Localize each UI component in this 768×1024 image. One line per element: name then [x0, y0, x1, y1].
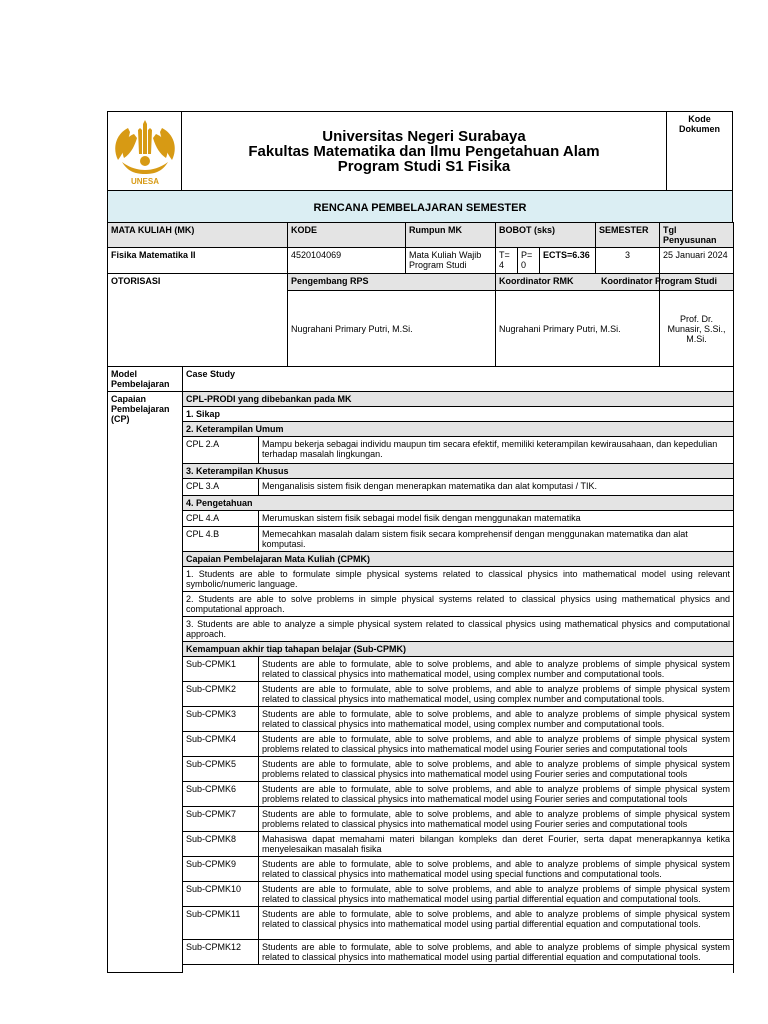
- pengetahuan-header: 4. Pengetahuan: [183, 496, 734, 511]
- subcpmk-text: Students are able to formulate, able to solve problems, and able to analyze problems of simple physical system related to classical physics into mathematical model using partial differential equation and computational tools.: [259, 940, 734, 965]
- subcpmk-text: Students are able to formulate, able to solve problems, and able to analyze problems of simple physical system related to classical physics into mathematical model using special functions and computational tools.: [259, 857, 734, 882]
- subcpmk-code: Sub-CPMK8: [183, 832, 259, 857]
- subcpmk-text: Students are able to formulate, able to solve problems, and able to analyze problems of simple physical system problems related to classical physics into mathematical model using Fourier series and computational tools: [259, 732, 734, 757]
- cpmk-item: 1. Students are able to formulate simple physical systems related to classical physics into mathematical model using relevant symbolic/numeric language.: [183, 567, 734, 592]
- cpl-text: Menganalisis sistem fisik dengan menerapkan matematika dan alat komputasi / TIK.: [259, 479, 734, 496]
- subcpmk-code: Sub-CPMK1: [183, 657, 259, 682]
- cpmk-item: 3. Students are able to analyze a simple physical system related to classical physics using mathematical physics and computational approach.: [183, 617, 734, 642]
- tgl-header: Tgl Penyusunan: [660, 223, 734, 248]
- header-table: [107, 111, 733, 226]
- program-name: Program Studi S1 Fisika: [337, 157, 511, 175]
- model-value: Case Study: [183, 367, 734, 392]
- bobot-header: BOBOT (sks): [496, 223, 596, 248]
- subcpmk-text: Students are able to formulate, able to solve problems, and able to analyze problems of simple physical system problems related to classical physics into mathematical model using Fourier series and computational tools: [259, 757, 734, 782]
- subcpmk-text: Students are able to formulate, able to solve problems, and able to analyze problems of simple physical system problems related to classical physics into mathematical model using Fourier series and computational tools: [259, 782, 734, 807]
- subcpmk-text: Students are able to formulate, able to solve problems, and able to analyze problems of simple physical system related to classical physics into mathematical model, using complex number and computational tools.: [259, 657, 734, 682]
- kode-value: 4520104069: [288, 248, 406, 274]
- semester-value: 3: [596, 248, 660, 274]
- koordinator-prodi-label-text: Koordinator Program Studi: [601, 276, 718, 286]
- logo-text: UNESA: [130, 177, 160, 186]
- trailing-row: [183, 965, 734, 973]
- faculty-name: Fakultas Matematika dan Ilmu Pengetahuan Alam: [248, 142, 600, 160]
- subcpmk-text: Students are able to formulate, able to solve problems, and able to analyze problems of simple physical system related to classical physics into mathematical model using partial differential equation and computational tools.: [259, 907, 734, 940]
- doc-code-label: Kode Dokumen: [667, 112, 733, 191]
- rumpun-header: Rumpun MK: [406, 223, 496, 248]
- logo-cell: [108, 112, 182, 191]
- rps-title: RENCANA PEMBELAJARAN SEMESTER: [108, 191, 733, 226]
- cpl-code: CPL 4.B: [183, 527, 259, 552]
- t-value: T=4: [496, 248, 518, 274]
- pengembang-value: Nugrahani Primary Putri, M.Si.: [288, 291, 496, 367]
- cpmk-header: Capaian Pembelajaran Mata Kuliah (CPMK): [183, 552, 734, 567]
- mk-value: Fisika Matematika II: [108, 248, 288, 274]
- cpl-code: CPL 3.A: [183, 479, 259, 496]
- koordinator-rmk-value: Nugrahani Primary Putri, M.Si.: [496, 291, 660, 367]
- pengembang-label: Pengembang RPS: [288, 274, 496, 291]
- kode-header: KODE: [288, 223, 406, 248]
- mk-header: MATA KULIAH (MK): [108, 223, 288, 248]
- semester-header: SEMESTER: [596, 223, 660, 248]
- subcpmk-code: Sub-CPMK11: [183, 907, 259, 940]
- subcpmk-code: Sub-CPMK12: [183, 940, 259, 965]
- subcpmk-text: Students are able to formulate, able to solve problems, and able to analyze problems of simple physical system problems related to classical physics into mathematical model using Fourier series and computational tools: [259, 807, 734, 832]
- koordinator-prodi-value: Prof. Dr. Munasir, S.Si., M.Si.: [660, 291, 734, 367]
- main-table: [107, 222, 734, 973]
- subcpmk-code: Sub-CPMK7: [183, 807, 259, 832]
- subcpmk-header: Kemampuan akhir tiap tahapan belajar (Sub-CPMK): [183, 642, 734, 657]
- rumpun-value: Mata Kuliah Wajib Program Studi: [406, 248, 496, 274]
- cpl-code: CPL 4.A: [183, 511, 259, 527]
- subcpmk-code: Sub-CPMK6: [183, 782, 259, 807]
- subcpmk-code: Sub-CPMK10: [183, 882, 259, 907]
- koordinator-prodi-label: [601, 274, 734, 291]
- subcpmk-code: Sub-CPMK9: [183, 857, 259, 882]
- cpl-text: Merumuskan sistem fisik sebagai model fisik dengan menggunakan matematika: [259, 511, 734, 527]
- model-label: Model Pembelajaran: [108, 367, 183, 392]
- p-value: P=0: [518, 248, 540, 274]
- subcpmk-code: Sub-CPMK4: [183, 732, 259, 757]
- subcpmk-text: Students are able to formulate, able to solve problems, and able to analyze problems of simple physical system related to classical physics into mathematical model, using complex number and computational tools.: [259, 707, 734, 732]
- cpmk-item: 2. Students are able to solve problems in simple physical systems related to classical physics using mathematical physics and computational approach.: [183, 592, 734, 617]
- cp-label: Capaian Pembelajaran (CP): [108, 392, 183, 973]
- cpl-code: CPL 2.A: [183, 437, 259, 464]
- subcpmk-code: Sub-CPMK3: [183, 707, 259, 732]
- subcpmk-code: Sub-CPMK2: [183, 682, 259, 707]
- subcpmk-text: Mahasiswa dapat memahami materi bilangan kompleks dan deret Fourier, serta dapat menerapkannya ketika menyelesaikan masalah fisika: [259, 832, 734, 857]
- ects-value: ECTS=6.36: [540, 248, 596, 274]
- sikap-header: 1. Sikap: [183, 407, 734, 422]
- subcpmk-text: Students are able to formulate, able to solve problems, and able to analyze problems of simple physical system related to classical physics into mathematical model, using complex number and computational tools.: [259, 682, 734, 707]
- unesa-logo: [110, 114, 180, 186]
- cpl-text: Memecahkan masalah dalam sistem fisik secara komprehensif dengan menggunakan matematika dan alat komputasi.: [259, 527, 734, 552]
- cpl-text: Mampu bekerja sebagai individu maupun tim secara efektif, memiliki keterampilan kewirausahaan, dan kepedulian terhadap masalah lingkungan.: [259, 437, 734, 464]
- cpl-header: CPL-PRODI yang dibebankan pada MK: [183, 392, 734, 407]
- koordinator-rmk-label: Koordinator RMK: [496, 274, 660, 291]
- tgl-value: 25 Januari 2024: [660, 248, 734, 274]
- subcpmk-code: Sub-CPMK5: [183, 757, 259, 782]
- otorisasi-label: OTORISASI: [108, 274, 288, 367]
- umum-header: 2. Keterampilan Umum: [183, 422, 734, 437]
- university-name: Universitas Negeri Surabaya: [322, 127, 526, 145]
- subcpmk-text: Students are able to formulate, able to solve problems, and able to analyze problems of simple physical system related to classical physics into mathematical model using partial differential equation and computational tools.: [259, 882, 734, 907]
- titles-cell: [182, 112, 667, 191]
- khusus-header: 3. Keterampilan Khusus: [183, 464, 734, 479]
